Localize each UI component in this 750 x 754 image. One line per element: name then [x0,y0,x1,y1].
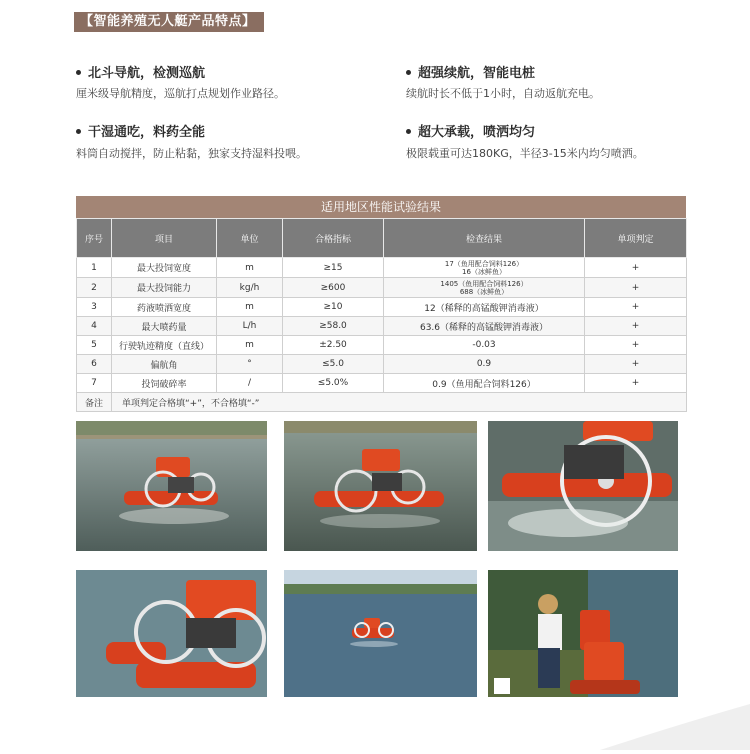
cell-result: 12（稀释的高锰酸钾消毒液） [384,298,585,317]
header-verdict: 单项判定 [585,219,687,258]
cell-result: 1405（鱼用配合饲料126） 688（冰鲜鱼） [384,278,585,298]
feature-1-desc: 厘米级导航精度，巡航打点规划作业路径。 [76,87,285,100]
cell-standard: ≥58.0 [283,317,384,336]
cell-item: 最大喷药量 [112,317,217,336]
cell-verdict: + [585,278,687,298]
feature-2-title: 超强续航，智能电桩 [406,62,535,81]
cell-standard: ≤5.0 [283,355,384,374]
cell-result: 17（鱼用配合饲料126） 16（冰鲜鱼） [384,258,585,278]
cell-unit: kg/h [217,278,283,298]
cell-no: 5 [77,336,112,355]
header-item: 项目 [112,219,217,258]
header-no: 序号 [77,219,112,258]
cell-verdict: + [585,374,687,393]
photo-boat-closeup-1 [488,421,678,551]
photo-boat-pond-1 [76,421,267,551]
table-row [77,374,687,393]
photo-boat-closeup-2 [76,570,267,697]
table-header-row [77,219,687,258]
table-row [77,278,687,298]
header-standard: 合格指标 [283,219,384,258]
cell-result: 0.9（鱼用配合饲料126） [384,374,585,393]
cell-verdict: + [585,355,687,374]
table-row [77,336,687,355]
table-row [77,317,687,336]
cell-no: 3 [77,298,112,317]
cell-item: 最大投饲宽度 [112,258,217,278]
section-title: 【智能养殖无人艇产品特点】 [74,12,264,32]
cell-item: 行驶轨迹精度（直线） [112,336,217,355]
table-row [77,258,687,278]
corner-decoration [600,704,750,750]
cell-standard: ±2.50 [283,336,384,355]
cell-unit: / [217,374,283,393]
boat-photo-icon [284,570,477,697]
bullet-icon [406,70,411,75]
cell-standard: ≥15 [283,258,384,278]
table-note-row [77,393,687,412]
table-title: 适用地区性能试验结果 [76,196,686,218]
cell-standard: ≤5.0% [283,374,384,393]
cell-result: -0.03 [384,336,585,355]
photo-worker-loading [488,570,678,697]
test-results-table [76,196,686,412]
cell-standard: ≥10 [283,298,384,317]
note-text: 单项判定合格填“+”，不合格填“-” [112,393,687,412]
cell-item: 偏航角 [112,355,217,374]
cell-result: 0.9 [384,355,585,374]
table-row [77,355,687,374]
bullet-icon [76,129,81,134]
note-label: 备注 [77,393,112,412]
cell-unit: m [217,298,283,317]
cell-verdict: + [585,317,687,336]
feature-3-desc: 料筒自动搅拌，防止粘黏，独家支持湿料投喂。 [76,147,307,160]
results-table [76,218,687,412]
cell-item: 投饲破碎率 [112,374,217,393]
table-row [77,298,687,317]
cell-result: 63.6（稀释的高锰酸钾消毒液） [384,317,585,336]
cell-no: 6 [77,355,112,374]
cell-unit: m [217,258,283,278]
cell-item: 最大投饲能力 [112,278,217,298]
feature-1-title: 北斗导航，检测巡航 [76,62,205,81]
cell-unit: ° [217,355,283,374]
swoosh-icon [600,704,750,750]
bullet-icon [406,129,411,134]
feature-4-desc: 极限载重可达180KG，半径3-15米内均匀喷洒。 [406,147,644,160]
cell-verdict: + [585,336,687,355]
cell-no: 7 [77,374,112,393]
photo-boat-pond-2 [284,421,477,551]
cell-item: 药液喷洒宽度 [112,298,217,317]
feature-2-desc: 续航时长不低于1小时，自动返航充电。 [406,87,600,100]
cell-unit: m [217,336,283,355]
header-unit: 单位 [217,219,283,258]
feature-4-title: 超大承载，喷洒均匀 [406,121,535,140]
boat-photo-icon [488,421,678,551]
photo-boat-far [284,570,477,697]
header-result: 检查结果 [384,219,585,258]
cell-verdict: + [585,258,687,278]
cell-no: 2 [77,278,112,298]
cell-no: 1 [77,258,112,278]
feature-3-title: 干湿通吃，料药全能 [76,121,205,140]
cell-unit: L/h [217,317,283,336]
boat-photo-icon [76,421,267,551]
cell-verdict: + [585,298,687,317]
boat-photo-icon [76,570,267,697]
cell-no: 4 [77,317,112,336]
boat-photo-icon [284,421,477,551]
cell-standard: ≥600 [283,278,384,298]
bullet-icon [76,70,81,75]
boat-photo-icon [488,570,678,697]
